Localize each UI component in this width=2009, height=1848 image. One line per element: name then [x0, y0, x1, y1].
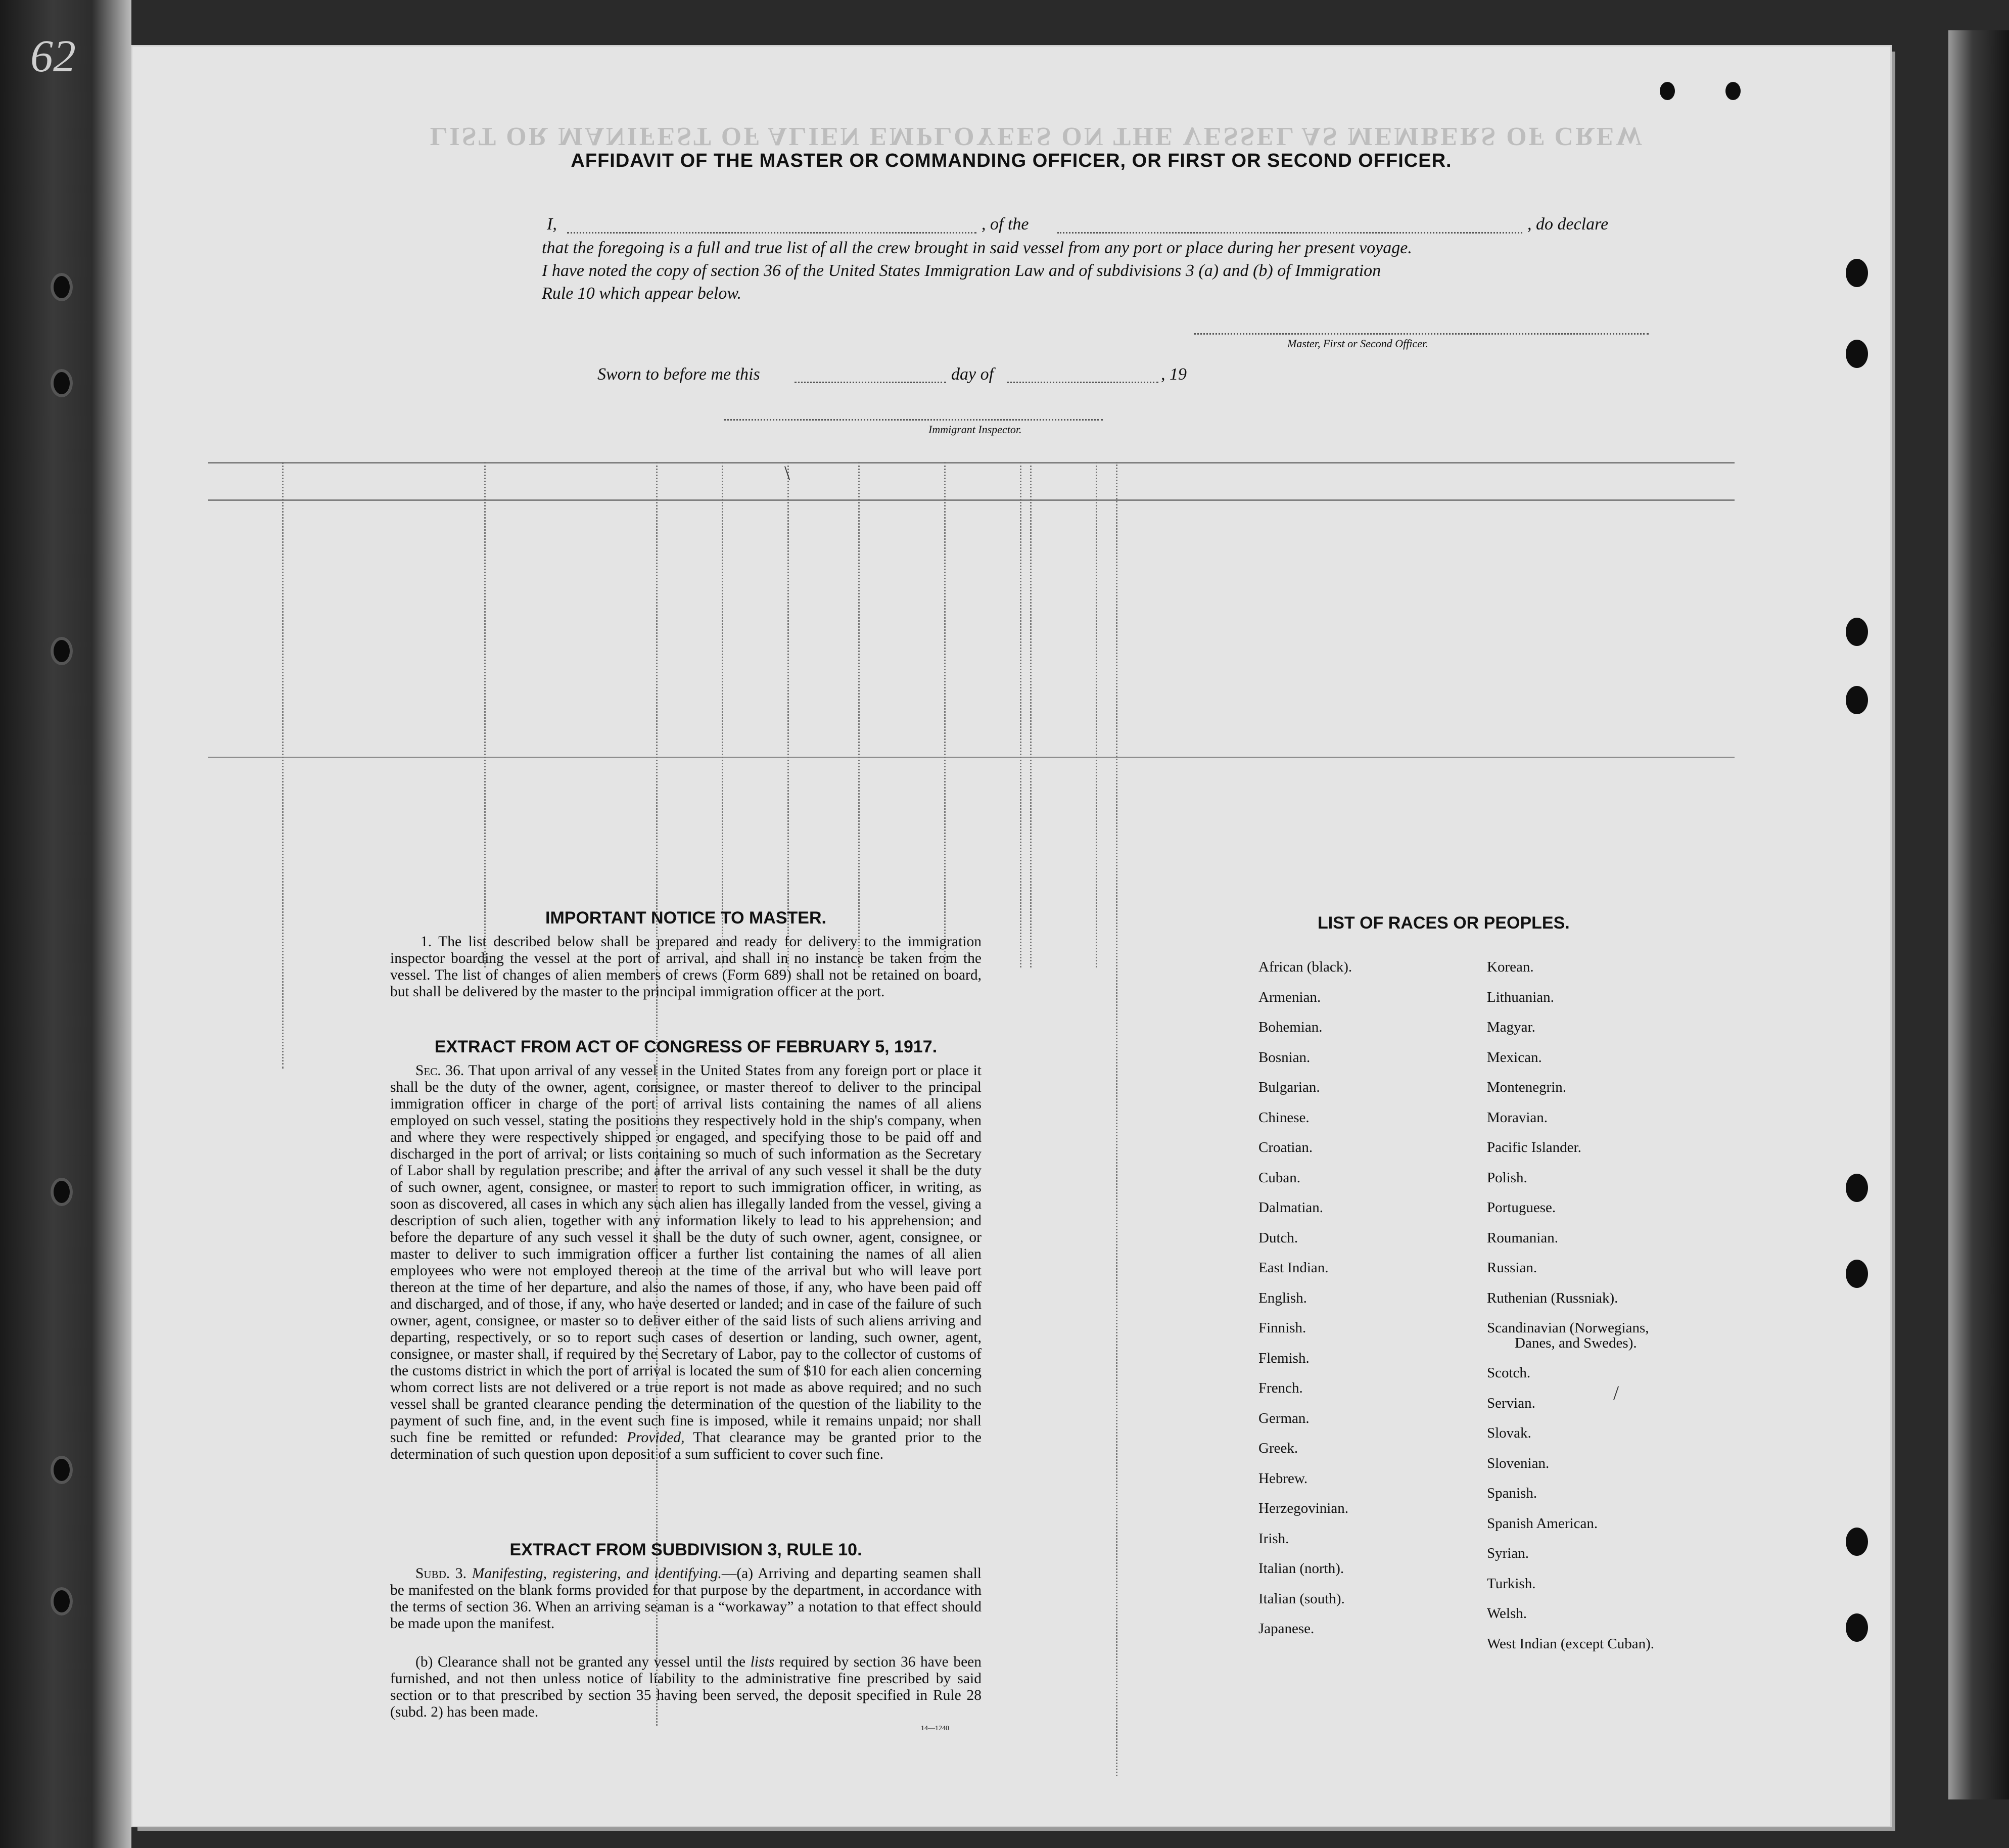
race-item: Servian.	[1487, 1395, 1535, 1411]
signature-caption: Master, First or Second Officer.	[1287, 337, 1428, 350]
para-b-label: (b)	[415, 1654, 433, 1670]
race-item: Scandinavian (Norwegians,	[1487, 1320, 1649, 1336]
act-paragraph	[390, 1062, 982, 1463]
race-item: African (black).	[1258, 959, 1352, 975]
column-rule	[1020, 462, 1023, 967]
punch-hole	[1846, 1613, 1868, 1642]
notice-heading: IMPORTANT NOTICE TO MASTER.	[545, 908, 826, 928]
race-item: Herzegovinian.	[1258, 1500, 1348, 1516]
handwritten-mark: /	[1613, 1381, 1619, 1404]
punch-hole	[1846, 1174, 1868, 1202]
rule-paragraph-a	[390, 1565, 982, 1632]
race-item: Portuguese.	[1487, 1199, 1556, 1216]
table-rule	[208, 757, 1735, 758]
race-item: Japanese.	[1258, 1621, 1315, 1637]
form-number: 14—1240	[921, 1725, 949, 1732]
race-item: Italian (south).	[1258, 1590, 1345, 1607]
para-b-post: required by section 36 have been furnished, and not then unless notice of liability to the administrative fine prescribed by said section or to that prescribed by section 35 having been served, the deposit specified in Rule 28 (subd. 2) has been made.	[390, 1654, 982, 1720]
race-item: Turkish.	[1487, 1575, 1536, 1592]
margin-number: 62	[30, 31, 76, 81]
punch-hole	[1846, 618, 1868, 646]
subd-title: Manifesting, registering, and identifying.	[472, 1565, 722, 1582]
race-item: English.	[1258, 1289, 1307, 1306]
race-item: Polish.	[1487, 1169, 1527, 1186]
races-title: LIST OF RACES OR PEOPLES.	[1318, 913, 1570, 933]
column-rule	[787, 462, 790, 967]
race-item: Bohemian.	[1258, 1019, 1323, 1035]
race-item: Magyar.	[1487, 1019, 1535, 1035]
name-blank	[567, 232, 976, 234]
page-edge	[1948, 30, 2009, 1799]
punch-hole	[1846, 1260, 1868, 1288]
day-of-text: day of	[951, 365, 994, 384]
race-item: Spanish American.	[1487, 1515, 1598, 1532]
column-rule	[282, 462, 285, 1069]
sworn-text: Sworn to before me this	[597, 365, 760, 384]
race-item: Croatian.	[1258, 1139, 1313, 1156]
race-item: Mexican.	[1487, 1049, 1542, 1066]
race-item: Ruthenian (Russniak).	[1487, 1289, 1618, 1306]
race-item: Lithuanian.	[1487, 989, 1554, 1005]
column-rule	[1116, 462, 1119, 1776]
race-item: French.	[1258, 1380, 1303, 1396]
para-a-text: —(a) Arriving and departing seamen shall be manifested on the blank forms provided for that purpose by the department, in accordance with the terms of section 36. When an arriving seaman is a “workaway” a notation to that effect should be made upon the manifest.	[390, 1565, 982, 1632]
column-rule	[858, 462, 861, 967]
column-rule	[1030, 462, 1033, 967]
affidavit-line4: Rule 10 which appear below.	[542, 284, 742, 303]
race-item: Hebrew.	[1258, 1470, 1308, 1487]
race-item: Slovenian.	[1487, 1455, 1550, 1471]
binding-hole	[51, 637, 73, 665]
affidavit-line3: I have noted the copy of section 36 of the United States Immigration Law and of subdivisions 3 (a) and (b) of Immigration	[542, 261, 1381, 280]
race-item: Russian.	[1487, 1260, 1537, 1276]
affidavit-title: AFFIDAVIT OF THE MASTER OR COMMANDING OFFICER, OR FIRST OR SECOND OFFICER.	[571, 150, 1452, 171]
notice-paragraph: 1. The list described below shall be prepared and ready for delivery to the immigration inspector boarding the vessel at the port of arrival, and shall in no instance be taken from the vessel. The list of changes of alien members of crews (Form 689) shall not be retained on board, but shall be delivered by the master to the principal immigration officer at the port.	[390, 934, 982, 1000]
form-page	[132, 47, 1890, 1826]
column-rule	[944, 462, 947, 967]
binding-hole	[51, 1178, 73, 1206]
punch-hole	[1846, 686, 1868, 714]
race-item: Korean.	[1487, 959, 1534, 975]
race-item: Italian (north).	[1258, 1560, 1344, 1577]
vessel-blank	[1057, 232, 1522, 234]
race-item: German.	[1258, 1410, 1310, 1426]
race-item: Finnish.	[1258, 1320, 1306, 1336]
race-item: Cuban.	[1258, 1169, 1300, 1186]
race-item: Slovak.	[1487, 1425, 1531, 1441]
inspector-signature-blank	[724, 419, 1103, 421]
para-b-pre: Clearance shall not be granted any vessel until the	[438, 1654, 746, 1670]
provided-word: Provided,	[627, 1429, 685, 1446]
binding-hole	[51, 273, 73, 301]
year-text: , 19	[1161, 365, 1187, 384]
punch-hole	[1846, 259, 1868, 287]
race-item: Armenian.	[1258, 989, 1321, 1005]
race-item: Danes, and Swedes).	[1515, 1334, 1637, 1351]
affidavit-declare: , do declare	[1527, 215, 1609, 234]
race-item: Syrian.	[1487, 1545, 1529, 1561]
race-item: Bosnian.	[1258, 1049, 1311, 1066]
act-text: That upon arrival of any vessel in the United States from any foreign port or place it shall be the duty of the owner, agent, consignee, or master thereof to deliver to the principal immigration officer in charge of the port of arrival lists containing the names of all aliens employed on such vessel, stating the positions they respectively hold in the ship's company, when and where they were respectively shipped or engaged, and specifying those to be paid off and discharged in the port of arrival; or lists containing so much of such information as the Secretary of Labor shall by regulation prescribe; and after the arrival of any such vessel it shall be the duty of such owner, agent, consignee, or master to report to such immigration officer, in writing, as soon as discovered, all cases in which any such alien has illegally landed from the vessel, giving a description of such alien, together with any information likely to lead to his apprehension; and before the departure of any such vessel it shall be the duty of such owner, agent, consignee, or master to deliver to such immigration officer a further list containing the names of all alien employees who were not employed thereon at the time of the arrival but who will leave port thereon at the time of her departure, and also the names of those, if any, who have been paid off and discharged, and of those, if any, who have deserted or landed; and in case of the failure of such owner, agent, consignee, or master so to deliver either of the said lists of such aliens arriving and departing, respectively, or so to report such cases of desertion or landing, such owner, agent, consignee, or master shall, if required by the Secretary of Labor, pay to the collector of customs of the customs district in which the port of arrival is located the sum of $10 for each alien concerning whom correct lists are not delivered or a true report is not made as above required; and no such vessel shall be granted clearance pending the determination of the question of the liability to the payment of such fine, and, in the event such fine is imposed, while it remains unpaid; nor shall such fine be remitted or refunded:	[390, 1062, 982, 1446]
race-item: Bulgarian.	[1258, 1079, 1320, 1095]
section-label: Sec. 36.	[415, 1062, 464, 1079]
table-rule	[208, 499, 1735, 501]
affidavit-line2: that the foregoing is a full and true list of all the crew brought in said vessel from any port or place during her present voyage.	[542, 239, 1412, 257]
race-item: West Indian (except Cuban).	[1487, 1635, 1655, 1652]
handwritten-mark: \	[784, 461, 790, 484]
punch-hole	[1846, 1528, 1868, 1556]
signature-blank	[1194, 333, 1649, 335]
race-item: Chinese.	[1258, 1109, 1310, 1126]
column-rule	[722, 462, 725, 967]
act-text-end: That clearance may be granted prior to the determination of such question upon deposit of a sum sufficient to cover such fine.	[390, 1429, 982, 1462]
race-item: Spanish.	[1487, 1485, 1537, 1501]
race-item: Montenegrin.	[1487, 1079, 1567, 1095]
race-item: Dalmatian.	[1258, 1199, 1324, 1216]
race-item: Flemish.	[1258, 1350, 1310, 1366]
act-heading: EXTRACT FROM ACT OF CONGRESS OF FEBRUARY 5, 1917.	[434, 1037, 938, 1056]
subd-label: Subd. 3.	[415, 1565, 466, 1582]
affidavit-i: I,	[547, 215, 557, 234]
punch-mark	[1725, 82, 1741, 100]
affidavit-of-the: , of the	[982, 215, 1029, 234]
inspector-caption: Immigrant Inspector.	[928, 423, 1022, 436]
race-item: Scotch.	[1487, 1365, 1531, 1381]
para-b-lists: lists	[750, 1654, 775, 1670]
race-item: Dutch.	[1258, 1229, 1298, 1246]
race-item: Welsh.	[1487, 1605, 1527, 1622]
punch-mark	[1660, 82, 1675, 100]
race-item: Moravian.	[1487, 1109, 1548, 1126]
month-blank	[1007, 382, 1158, 383]
column-rule	[1096, 462, 1099, 967]
race-item: Irish.	[1258, 1530, 1289, 1547]
rule-heading: EXTRACT FROM SUBDIVISION 3, RULE 10.	[509, 1540, 862, 1559]
punch-hole	[1846, 340, 1868, 368]
race-item: Roumanian.	[1487, 1229, 1558, 1246]
binding-hole	[51, 1587, 73, 1615]
table-rule	[208, 462, 1735, 464]
sworn-day-blank	[795, 382, 946, 383]
race-item: Greek.	[1258, 1440, 1298, 1456]
rule-paragraph-b	[390, 1654, 982, 1721]
binding-hole	[51, 369, 73, 397]
column-rule	[484, 462, 487, 967]
race-item: East Indian.	[1258, 1260, 1329, 1276]
race-item: Pacific Islander.	[1487, 1139, 1581, 1156]
binding-hole	[51, 1456, 73, 1484]
bleed-through-title: LIST OR MANIFEST OF ALIEN EMPLOYEES ON THE VESSEL AS MEMBERS OF CREW	[430, 122, 1645, 151]
